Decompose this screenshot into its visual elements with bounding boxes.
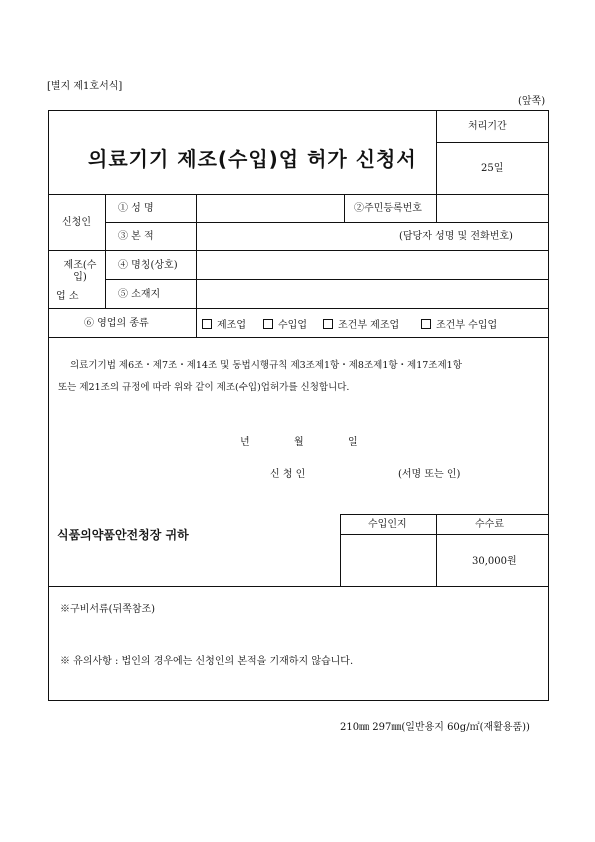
col-line — [436, 194, 437, 222]
company-name-label: ④ 명칭(상호) — [118, 260, 178, 271]
option-manufacturing[interactable]: 제조업 — [202, 319, 246, 331]
processing-divider — [436, 142, 548, 143]
paper-spec: 210㎜ 297㎜(일반용지 60g/㎡(재활용품)) — [340, 722, 530, 733]
checkbox-icon[interactable] — [263, 319, 273, 329]
signature-label: 신 청 인 — [270, 469, 306, 480]
revenue-stamp-label: 수입인지 — [368, 519, 407, 530]
processing-period-value: 25일 — [481, 163, 504, 174]
col-line — [344, 194, 345, 222]
outer-border-right — [548, 110, 549, 701]
fee-value: 30,000원 — [472, 556, 517, 567]
business-section-label-line1: 제조(수입) — [63, 260, 97, 283]
fee-block-left — [340, 514, 341, 587]
processing-period-label: 처리기간 — [468, 121, 507, 132]
location-label: ⑤ 소재지 — [118, 289, 161, 300]
row-line — [48, 250, 549, 251]
fee-label: 수수료 — [475, 519, 504, 530]
row-line — [105, 279, 549, 280]
business-type-label: ⑥ 영업의 종류 — [84, 318, 149, 329]
col-line — [105, 194, 106, 308]
option-conditional-import[interactable]: 조건부 수입업 — [421, 319, 497, 331]
name-label: ① 성 명 — [118, 203, 154, 214]
business-section-label-line2: 업 소 — [56, 291, 79, 302]
applicant-section-label: 신청인 — [62, 217, 91, 228]
checkbox-icon[interactable] — [421, 319, 431, 329]
form-title: 의료기기 제조(수입)업 허가 신청서 — [88, 147, 417, 171]
permanent-address-label: ③ 본 적 — [118, 231, 154, 242]
row-line — [48, 308, 549, 309]
fee-block-mid — [340, 534, 549, 535]
option-import[interactable]: 수입업 — [263, 319, 307, 331]
recipient: 식품의약품안전청장 귀하 — [57, 528, 189, 542]
option-conditional-manufacturing[interactable]: 조건부 제조업 — [323, 319, 399, 331]
col-line — [196, 194, 197, 337]
outer-border-left — [48, 110, 49, 701]
date-day-label: 일 — [348, 437, 358, 448]
checkbox-icon[interactable] — [323, 319, 333, 329]
outer-border-bottom — [48, 700, 549, 701]
title-divider — [436, 110, 437, 194]
signature-note: (서명 또는 인) — [398, 469, 461, 480]
resident-number-label: ②주민등록번호 — [354, 203, 422, 214]
date-year-label: 년 — [240, 437, 250, 448]
fee-block-top — [340, 514, 549, 515]
required-documents-note: ※구비서류(뒤쪽참조) — [60, 604, 156, 615]
row-line — [48, 337, 549, 338]
notes-divider — [48, 586, 549, 587]
row-line — [48, 194, 549, 195]
date-month-label: 월 — [294, 437, 304, 448]
contact-note: (담당자 성명 및 전화번호) — [399, 231, 513, 242]
statement-line-1: 의료기기법 제6조・제7조・제14조 및 동법시행규칙 제3조제1항・제8조제1항・제17조제1항 — [70, 360, 462, 371]
page-side-label: (앞쪽) — [518, 96, 546, 107]
form-number-label: [별지 제1호서식] — [47, 81, 123, 92]
statement-line-2: 또는 제21조의 규정에 따라 위와 같이 제조(수입)업허가를 신청합니다. — [58, 382, 350, 393]
outer-border-top — [48, 110, 549, 111]
checkbox-icon[interactable] — [202, 319, 212, 329]
caution-note: ※ 유의사항 : 법인의 경우에는 신청인의 본적을 기재하지 않습니다. — [60, 656, 354, 667]
fee-block-divider — [436, 514, 437, 587]
row-line — [105, 222, 549, 223]
